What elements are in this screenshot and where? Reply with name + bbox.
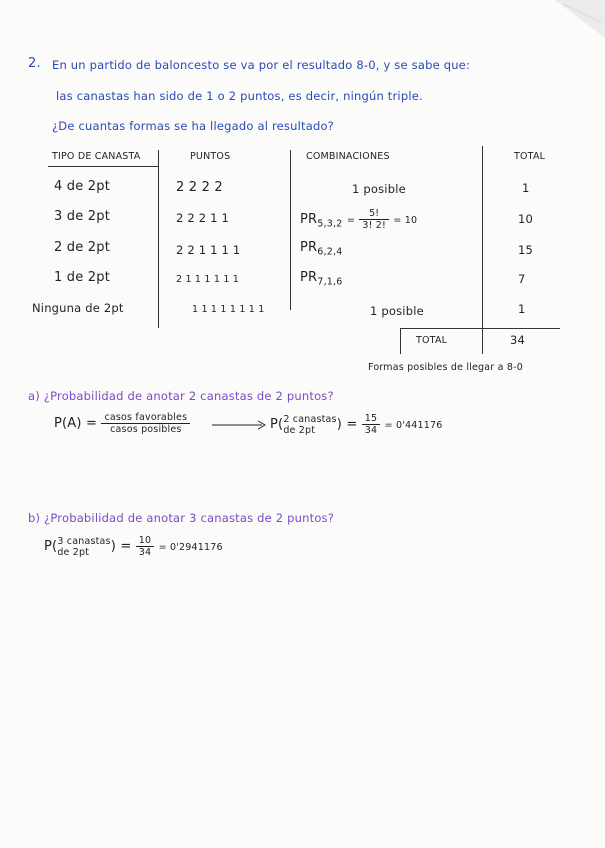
row4-pr-sub: 7,1,6 [317,276,343,288]
row4-tipo: 1 de 2pt [54,270,111,285]
table-caption: Formas posibles de llegar a 8-0 [368,362,523,373]
row4-total: 7 [518,272,526,286]
total-value: 34 [510,333,526,347]
problem-line-1: En un partido de baloncesto se va por el resultado 8-0, y se sabe que: [52,58,471,72]
row5-comb: 1 posible [370,304,424,318]
row4-pr: PR [300,270,318,285]
pa2-frac-num: 15 [362,413,381,425]
row2-frac-num: 5! [359,208,389,220]
row3-puntos: 2 2 1 1 1 1 [176,243,241,257]
table-header-underline [48,166,158,167]
pa-frac-den: casos posibles [110,424,182,435]
table-divider-2 [290,150,291,310]
pb-open: P( [44,539,58,554]
pa-fraction [101,412,190,435]
problem-question: ¿De cuantas formas se ha llegado al resultado? [52,119,334,133]
row2-eq: = [346,215,355,226]
part-a-label: a) ¿Probabilidad de anotar 2 canastas de 2 puntos? [28,389,334,403]
total-label: TOTAL [416,335,448,346]
row3-pr: PR [300,240,318,255]
table-divider-1 [158,150,159,328]
pb-result: = 0'2941176 [158,542,223,553]
pb-event [57,536,110,558]
row2-fraction [359,208,389,231]
problem-line-2: las canastas han sido de 1 o 2 puntos, es decir, ningún triple. [56,89,423,103]
pa2-open: P( [270,417,284,432]
page-corner-fold [545,0,605,50]
pa2-fraction [362,413,381,436]
problem-number: 2. [28,56,41,71]
row4-puntos: 2 1 1 1 1 1 1 [176,274,240,285]
row3-comb-formula [300,240,342,258]
row4-comb-formula [300,270,342,288]
row2-frac-den: 3! 2! [362,220,387,231]
row1-comb: 1 posible [352,182,406,196]
table-divider-3 [482,146,483,354]
row5-puntos: 1 1 1 1 1 1 1 1 [192,304,265,315]
arrow-icon [212,420,266,430]
part-b-formula [44,535,223,558]
pb-event-bottom: de 2pt [57,546,90,558]
total-box-left [400,328,401,354]
pa2-event [283,414,336,436]
row1-total: 1 [522,181,530,195]
row2-puntos: 2 2 2 1 1 [176,211,230,225]
row2-pr: PR [300,212,318,227]
row2-total: 10 [518,212,534,226]
header-puntos: PUNTOS [190,151,231,162]
row5-tipo: Ninguna de 2pt [32,301,124,315]
row2-result: = 10 [393,215,418,226]
row2-comb-formula [300,208,417,231]
pa-frac-num: casos favorables [101,412,190,424]
row2-pr-sub: 5,3,2 [317,218,343,230]
row5-total: 1 [518,302,526,316]
pa2-close: ) = [336,417,358,432]
row1-puntos: 2 2 2 2 [176,180,223,195]
pa-label: P(A) = [54,416,98,431]
header-combinaciones: COMBINACIONES [306,151,390,162]
row2-tipo: 3 de 2pt [54,209,111,224]
pb-frac-den: 34 [138,547,152,558]
pb-close: ) = [110,539,132,554]
pb-fraction [136,535,155,558]
pa2-event-top: 2 canastas [283,413,337,425]
pb-event-top: 3 canastas [57,535,111,547]
part-b-label: b) ¿Probabilidad de anotar 3 canastas de 2 puntos? [28,511,335,525]
row1-tipo: 4 de 2pt [54,179,111,194]
pa2-frac-den: 34 [364,425,378,436]
pa2-result: = 0'441176 [384,420,443,431]
header-total: TOTAL [514,151,546,162]
header-tipo: TIPO DE CANASTA [52,151,141,162]
row3-pr-sub: 6,2,4 [317,246,343,258]
part-a-prob [270,413,443,436]
pb-frac-num: 10 [136,535,155,547]
pa2-event-bottom: de 2pt [283,424,316,436]
row3-total: 15 [518,243,534,257]
total-box-top [400,328,560,329]
part-a-formula [54,412,190,435]
row3-tipo: 2 de 2pt [54,240,111,255]
